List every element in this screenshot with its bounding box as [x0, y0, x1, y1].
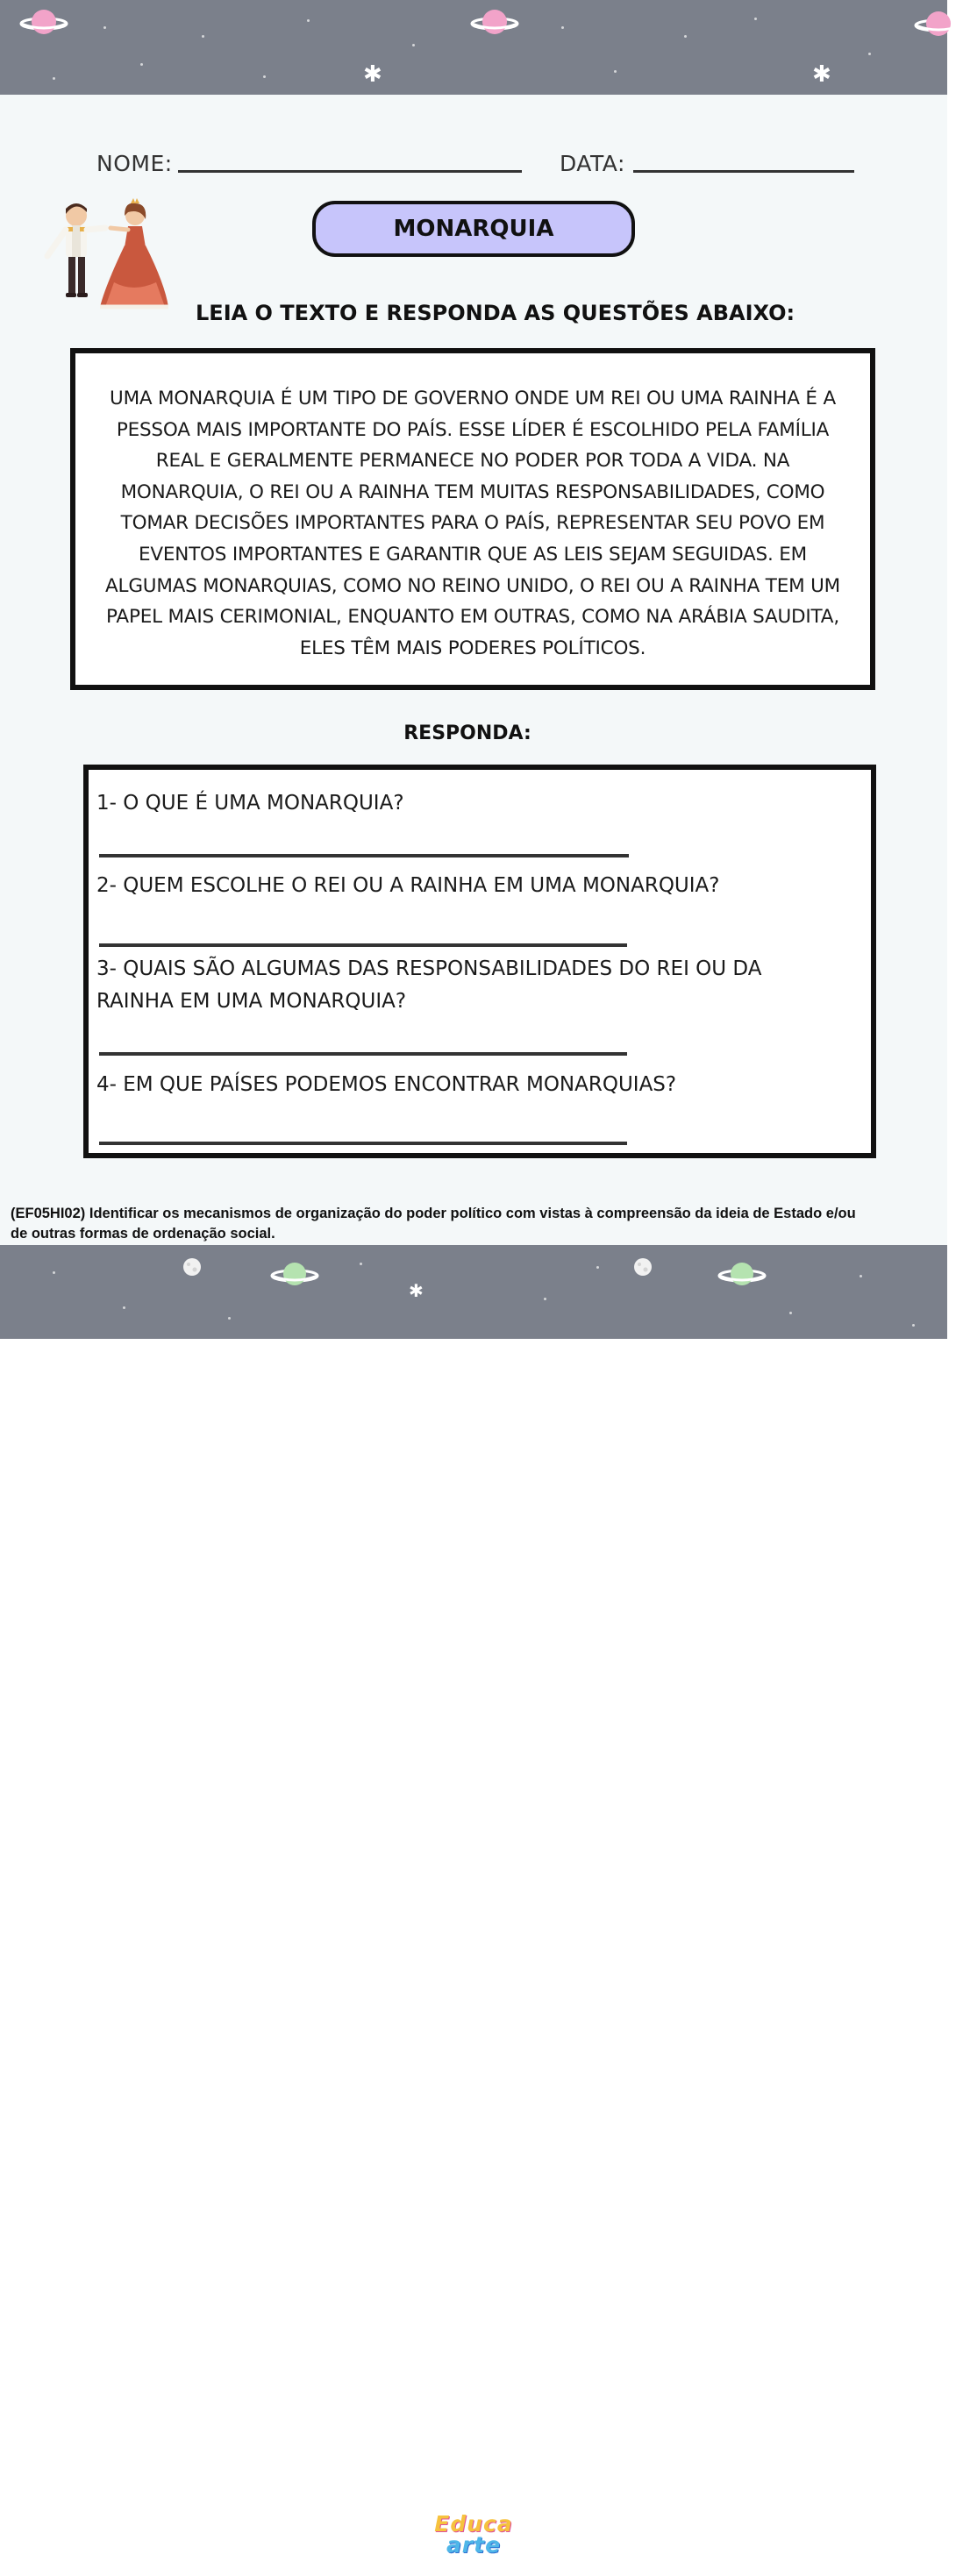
star-dot — [53, 1271, 55, 1274]
sparkle-icon: ✱ — [363, 61, 382, 88]
planet-icon — [470, 5, 519, 40]
question-3-line-2: RAINHA EM UMA MONARQUIA? — [96, 990, 407, 1013]
star-dot — [103, 26, 106, 29]
star-dot — [912, 1324, 915, 1327]
reading-text-line: ALGUMAS MONARQUIAS, COMO NO REINO UNIDO, O REI OU A RAINHA TEM UM — [105, 574, 840, 597]
reading-text-line: TOMAR DECISÕES IMPORTANTES PARA O PAÍS, REPRESENTAR SEU POVO EM — [120, 512, 825, 535]
moon-icon — [182, 1257, 202, 1277]
star-dot — [53, 77, 55, 80]
star-dot — [307, 19, 310, 22]
star-dot — [228, 1317, 231, 1320]
star-dot — [868, 53, 871, 55]
question-2: 2- QUEM ESCOLHE O REI OU A RAINHA EM UMA MONARQUIA? — [96, 874, 720, 897]
moon-icon — [633, 1257, 653, 1277]
bottom-space-banner — [0, 1245, 947, 2565]
answer-line-2[interactable] — [99, 943, 627, 947]
star-dot — [860, 1275, 862, 1277]
star-dot — [684, 35, 687, 38]
planet-icon — [19, 5, 68, 40]
reading-text-line: UMA MONARQUIA É UM TIPO DE GOVERNO ONDE UM REI OU UMA RAINHA É A — [110, 388, 836, 409]
star-dot — [123, 1306, 125, 1309]
planet-icon — [717, 1257, 767, 1292]
reading-text-line: REAL E GERALMENTE PERMANECE NO PODER POR TODA A VIDA. NA — [155, 450, 790, 473]
skill-code-note — [11, 1204, 944, 1244]
answer-line-1[interactable] — [99, 854, 629, 857]
star-dot — [412, 44, 415, 46]
instruction-heading: LEIA O TEXTO E RESPONDA AS QUESTÕES ABAIXO: — [196, 301, 795, 325]
logo-tagline: Materiais Pedagógicos — [438, 2558, 510, 2565]
reading-text-line: EVENTOS IMPORTANTES E GARANTIR QUE AS LEIS SEJAM SEGUIDAS. EM — [138, 543, 808, 566]
star-dot — [614, 70, 617, 73]
star-dot — [544, 1298, 546, 1300]
star-dot — [360, 1263, 362, 1265]
reading-text-line: PAPEL MAIS CERIMONIAL, ENQUANTO EM OUTRAS, COMO NA ARÁBIA SAUDITA, — [106, 606, 839, 629]
sparkle-icon: ✱ — [409, 1280, 424, 1301]
date-label: DATA: — [560, 151, 625, 176]
star-dot — [561, 26, 564, 29]
educa-arte-logo — [425, 2513, 522, 2576]
name-field[interactable] — [178, 170, 522, 173]
planet-icon — [914, 7, 963, 42]
date-field[interactable] — [633, 170, 854, 173]
name-label: NOME: — [96, 151, 173, 176]
respond-heading: RESPONDA: — [403, 722, 531, 744]
sparkle-icon: ✱ — [812, 61, 831, 88]
question-3-line-1: 3- QUAIS SÃO ALGUMAS DAS RESPONSABILIDADES DO REI OU DA — [96, 957, 762, 980]
star-dot — [140, 63, 143, 66]
logo-word-educa: Educa — [434, 2511, 513, 2537]
reading-text-line: ELES TÊM MAIS PODERES POLÍTICOS. — [299, 637, 646, 659]
title-banner: MONARQUIA — [312, 201, 635, 257]
reading-text-line: MONARQUIA, O REI OU A RAINHA TEM MUITAS RESPONSABILIDADES, COMO — [120, 480, 825, 503]
skill-note-line-1: (EF05HI02) Identificar os mecanismos de organização do poder político com vistas à compreensão da ideia de Estado e/ou — [11, 1206, 856, 1221]
star-dot — [596, 1266, 599, 1269]
star-dot — [202, 35, 204, 38]
answer-line-3[interactable] — [99, 1052, 627, 1056]
answer-line-4[interactable] — [99, 1142, 627, 1145]
reading-text-line: PESSOA MAIS IMPORTANTE DO PAÍS. ESSE LÍDER É ESCOLHIDO PELA FAMÍLIA — [116, 418, 830, 441]
royal-couple-illustration — [37, 198, 177, 316]
question-4: 4- EM QUE PAÍSES PODEMOS ENCONTRAR MONARQUIAS? — [96, 1073, 677, 1096]
planet-icon — [270, 1257, 319, 1292]
top-space-banner — [0, 0, 947, 95]
question-1: 1- O QUE É UMA MONARQUIA? — [96, 792, 404, 815]
reading-text-box — [70, 348, 875, 690]
logo-word-arte: arte — [446, 2532, 502, 2558]
questions-box — [83, 765, 876, 1158]
star-dot — [754, 18, 757, 20]
star-dot — [789, 1312, 792, 1314]
star-dot — [263, 75, 266, 78]
skill-note-line-2: de outras formas de ordenação social. — [11, 1226, 275, 1242]
